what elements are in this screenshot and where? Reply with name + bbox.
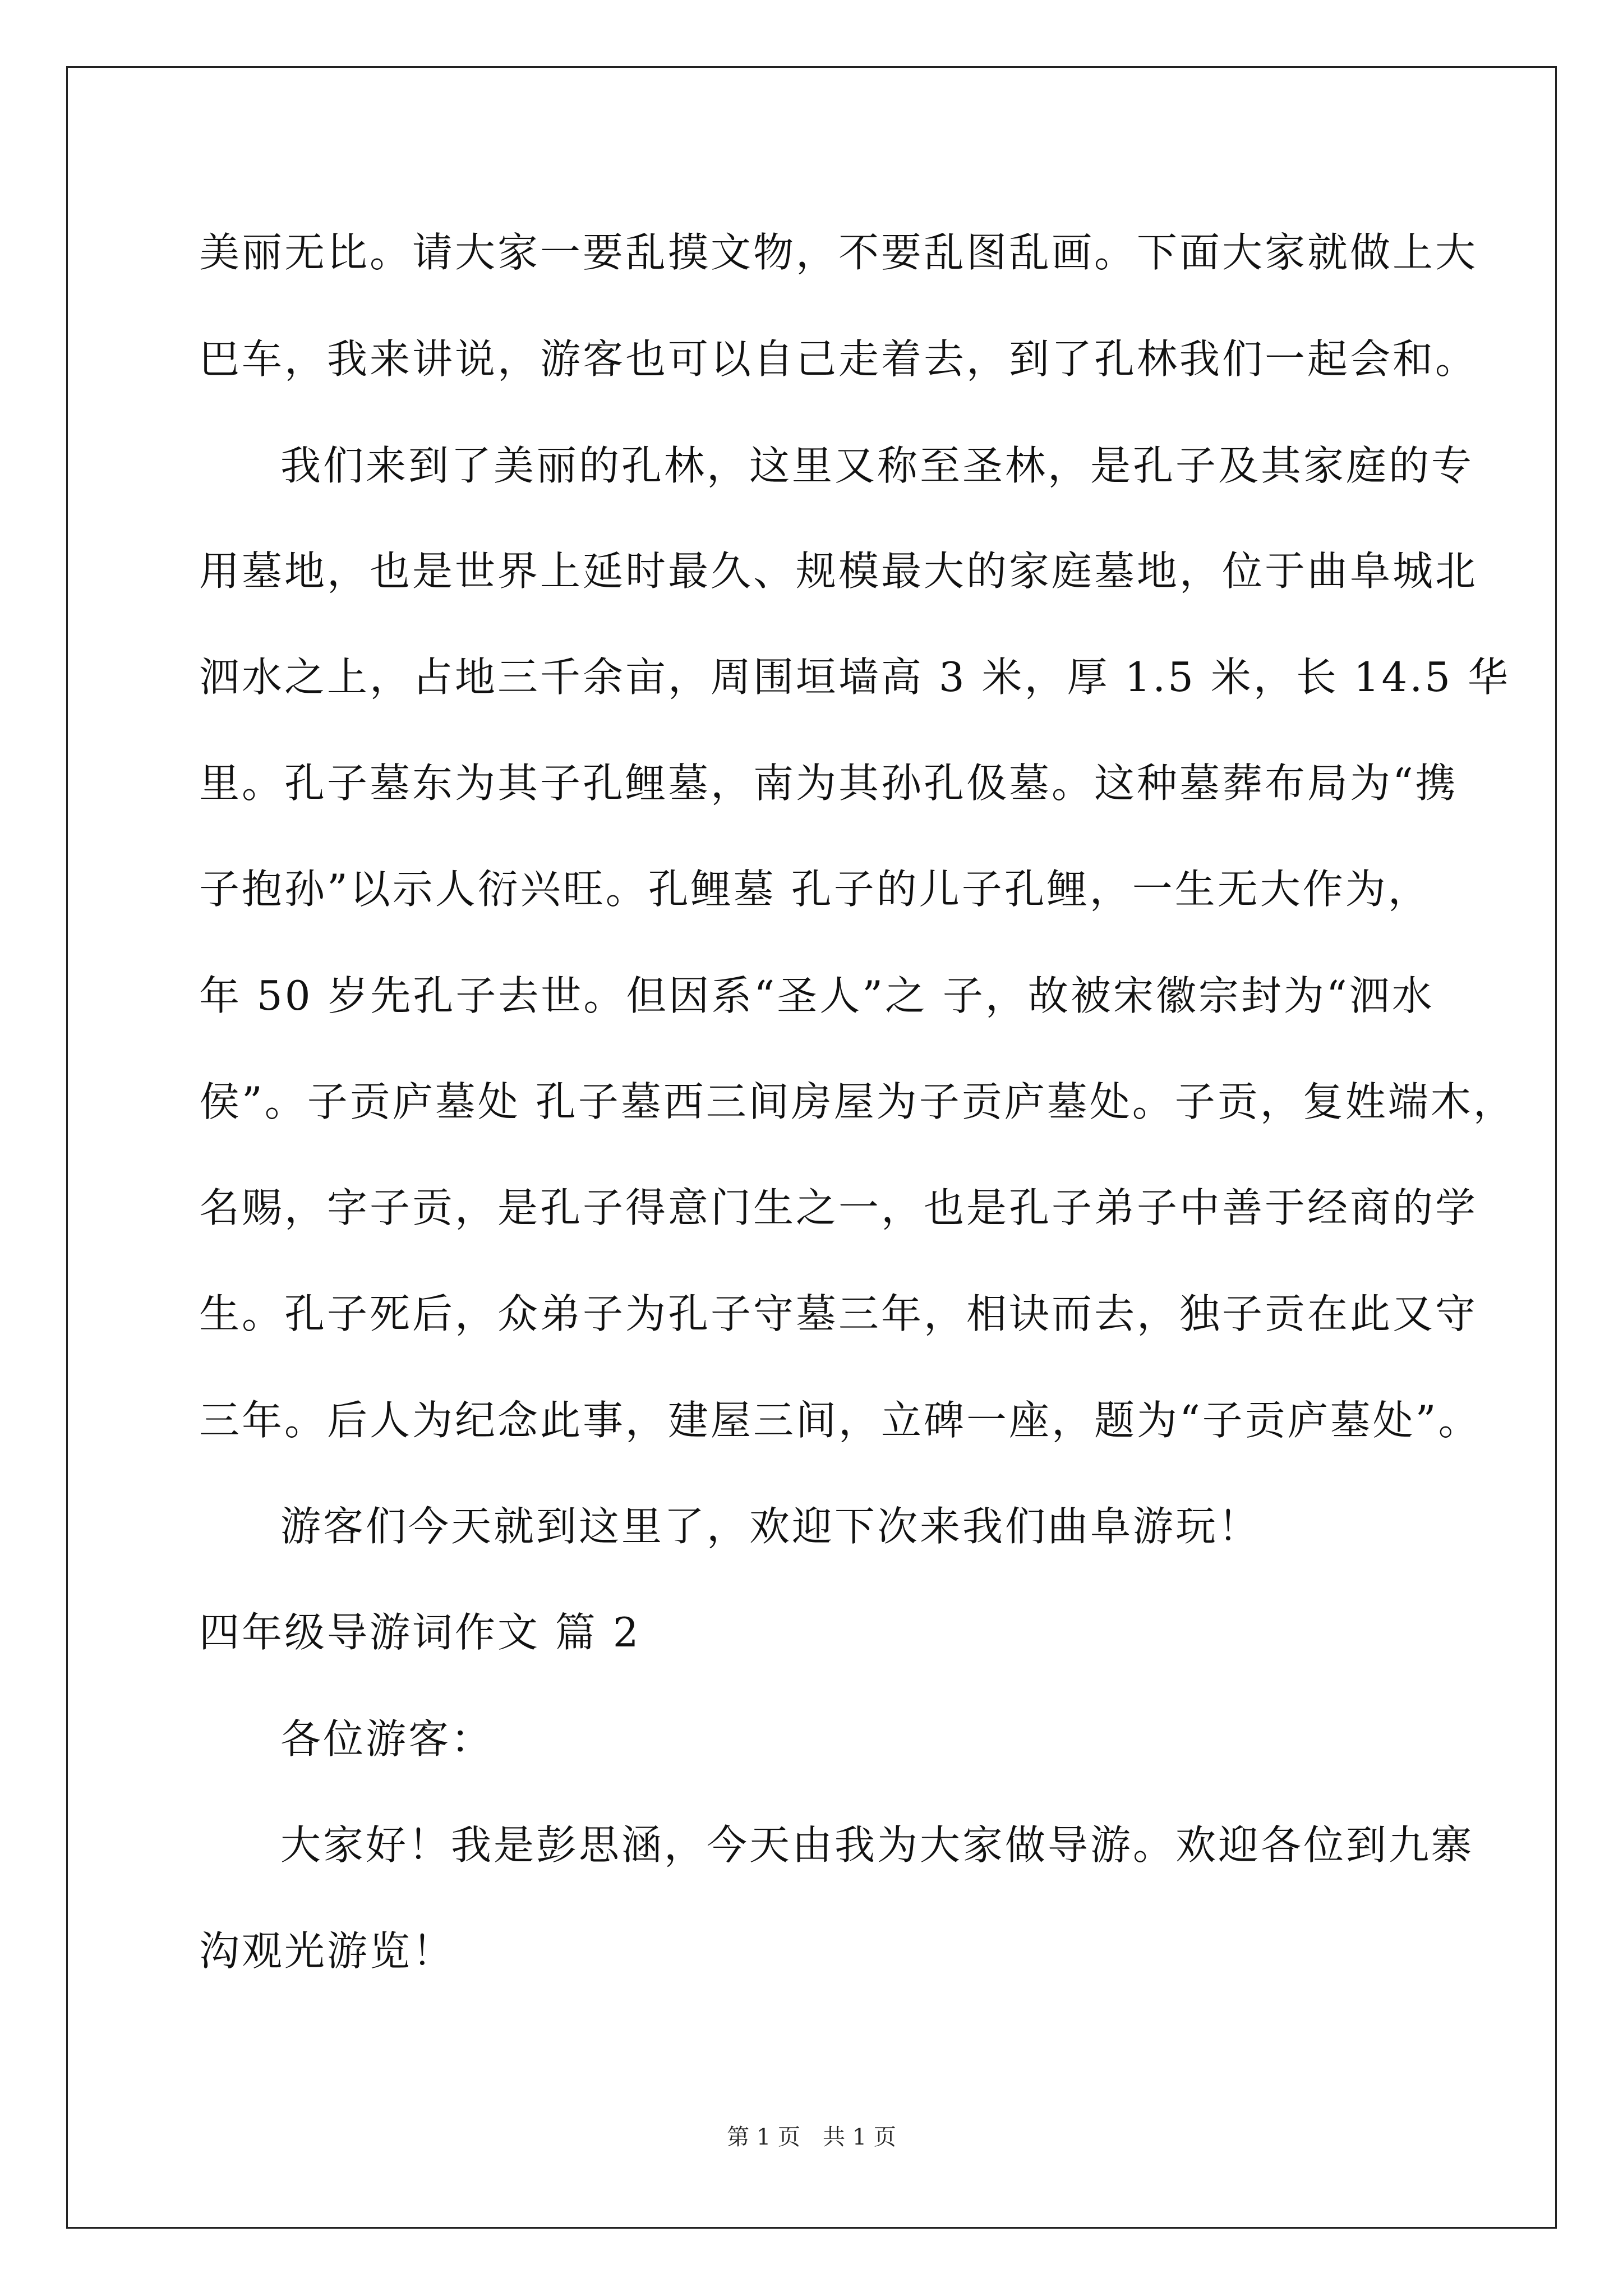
paragraph-line: 名赐，字子贡，是孔子得意门生之一，也是孔子弟子中善于经商的学	[199, 1184, 1478, 1231]
paragraph-line: 各位游客：	[280, 1715, 494, 1763]
paragraph-line: 子抱孙”以示人衍兴旺。孔鲤墓 孔子的儿子孔鲤，一生无大作为，	[199, 866, 1431, 913]
paragraph-line: 巴车，我来讲说，游客也可以自己走着去，到了孔林我们一起会和。	[199, 335, 1478, 383]
paragraph-line: 里。孔子墓东为其子孔鲤墓，南为其孙孔伋墓。这种墓葬布局为“携	[199, 760, 1458, 807]
paragraph-line: 三年。后人为纪念此事，建屋三间，立碑一座，题为“子贡庐墓处”。	[199, 1397, 1481, 1444]
section-heading: 四年级导游词作文 篇 2	[199, 1609, 641, 1656]
paragraph-line: 我们来到了美丽的孔林，这里又称至圣林，是孔子及其家庭的专	[280, 442, 1474, 489]
paragraph-line: 沟观光游览！	[199, 1927, 455, 1975]
paragraph-line: 用墓地，也是世界上延时最久、规模最大的家庭墓地，位于曲阜城北	[199, 547, 1478, 595]
paragraph-line: 泗水之上，占地三千余亩，周围垣墙高 3 米，厚 1.5 米，长 14.5 华	[199, 654, 1510, 701]
paragraph-line: 生。孔子死后，众弟子为孔子守墓三年，相诀而去，独子贡在此又守	[199, 1290, 1478, 1337]
paragraph-line: 大家好！我是彭思涵，今天由我为大家做导游。欢迎各位到九寨	[280, 1821, 1474, 1869]
paragraph-line: 年 50 岁先孔子去世。但因系“圣人”之 子，故被宋徽宗封为“泗水	[199, 972, 1435, 1019]
page-border	[66, 66, 1557, 2229]
paragraph-line: 侯”。子贡庐墓处 孔子墓西三间房屋为子贡庐墓处。子贡，复姓端木，	[199, 1078, 1516, 1125]
paragraph-line: 游客们今天就到这里了，欢迎下次来我们曲阜游玩！	[280, 1503, 1261, 1550]
page-footer: 第 1 页 共 1 页	[727, 2124, 896, 2150]
paragraph-line: 美丽无比。请大家一要乱摸文物，不要乱图乱画。下面大家就做上大	[199, 229, 1478, 276]
